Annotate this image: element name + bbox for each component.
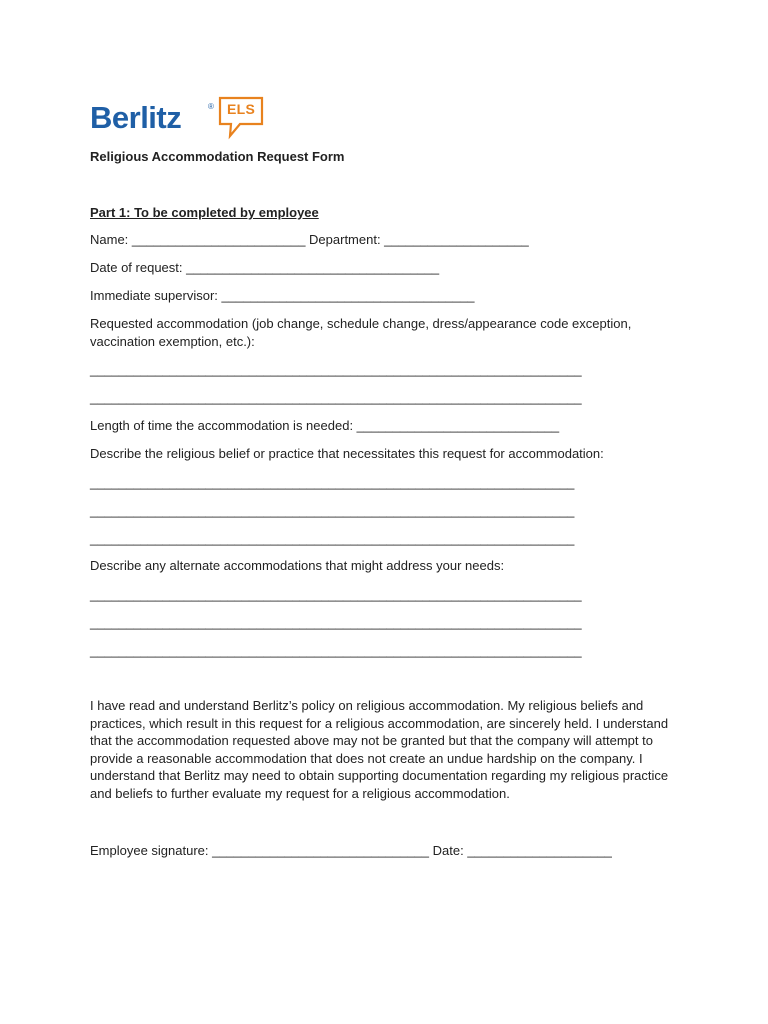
form-title: Religious Accommodation Request Form bbox=[90, 149, 345, 164]
logo-partner-text: ELS bbox=[227, 101, 256, 117]
describe-belief-blank-2: ___________________________________________________________________ bbox=[90, 503, 575, 518]
describe-belief-label: Describe the religious belief or practice that necessitates this request for accommodation: bbox=[90, 446, 604, 461]
name-department-field: Name: ________________________ Department: ____________________ bbox=[90, 232, 529, 247]
length-of-time-field: Length of time the accommodation is needed: ____________________________ bbox=[90, 418, 560, 433]
alternate-accommodations-blank-1: ____________________________________________________________________ bbox=[90, 587, 582, 602]
logo-brand-text: Berlitz bbox=[90, 100, 182, 135]
requested-accommodation-blank-1: ____________________________________________________________________ bbox=[90, 362, 582, 377]
part1-heading: Part 1: To be completed by employee bbox=[90, 205, 319, 220]
acknowledgement-statement: I have read and understand Berlitz’s policy on religious accommodation. My religious beliefs and practices, which result in this request for a religious accommodation, are sincerely held. I understand that the accommodation requested above may not be granted but that the company will attempt to provide a reasonable accommodation that does not create an undue hardship on the company. I understand that Berlitz may need to obtain supporting documentation regarding my religious practice and beliefs to further evaluate my request for a religious accommodation. bbox=[90, 698, 669, 801]
describe-belief-blank-3: ___________________________________________________________________ bbox=[90, 531, 575, 546]
immediate-supervisor-field: Immediate supervisor: ___________________________________ bbox=[90, 288, 475, 303]
requested-accommodation-label: Requested accommodation (job change, schedule change, dress/appearance code exception, vaccination exemption, etc.): bbox=[90, 316, 632, 349]
alternate-accommodations-blank-3: ____________________________________________________________________ bbox=[90, 643, 582, 658]
logo-registered-mark: ® bbox=[208, 102, 214, 111]
requested-accommodation-blank-2: ____________________________________________________________________ bbox=[90, 390, 582, 405]
berlitz-els-logo bbox=[90, 96, 270, 142]
describe-belief-blank-1: ___________________________________________________________________ bbox=[90, 475, 575, 490]
employee-signature-date-field: Employee signature: ______________________________ Date: ____________________ bbox=[90, 843, 612, 858]
alternate-accommodations-label: Describe any alternate accommodations that might address your needs: bbox=[90, 558, 505, 573]
date-of-request-field: Date of request: ___________________________________ bbox=[90, 260, 440, 275]
alternate-accommodations-blank-2: ____________________________________________________________________ bbox=[90, 615, 582, 630]
